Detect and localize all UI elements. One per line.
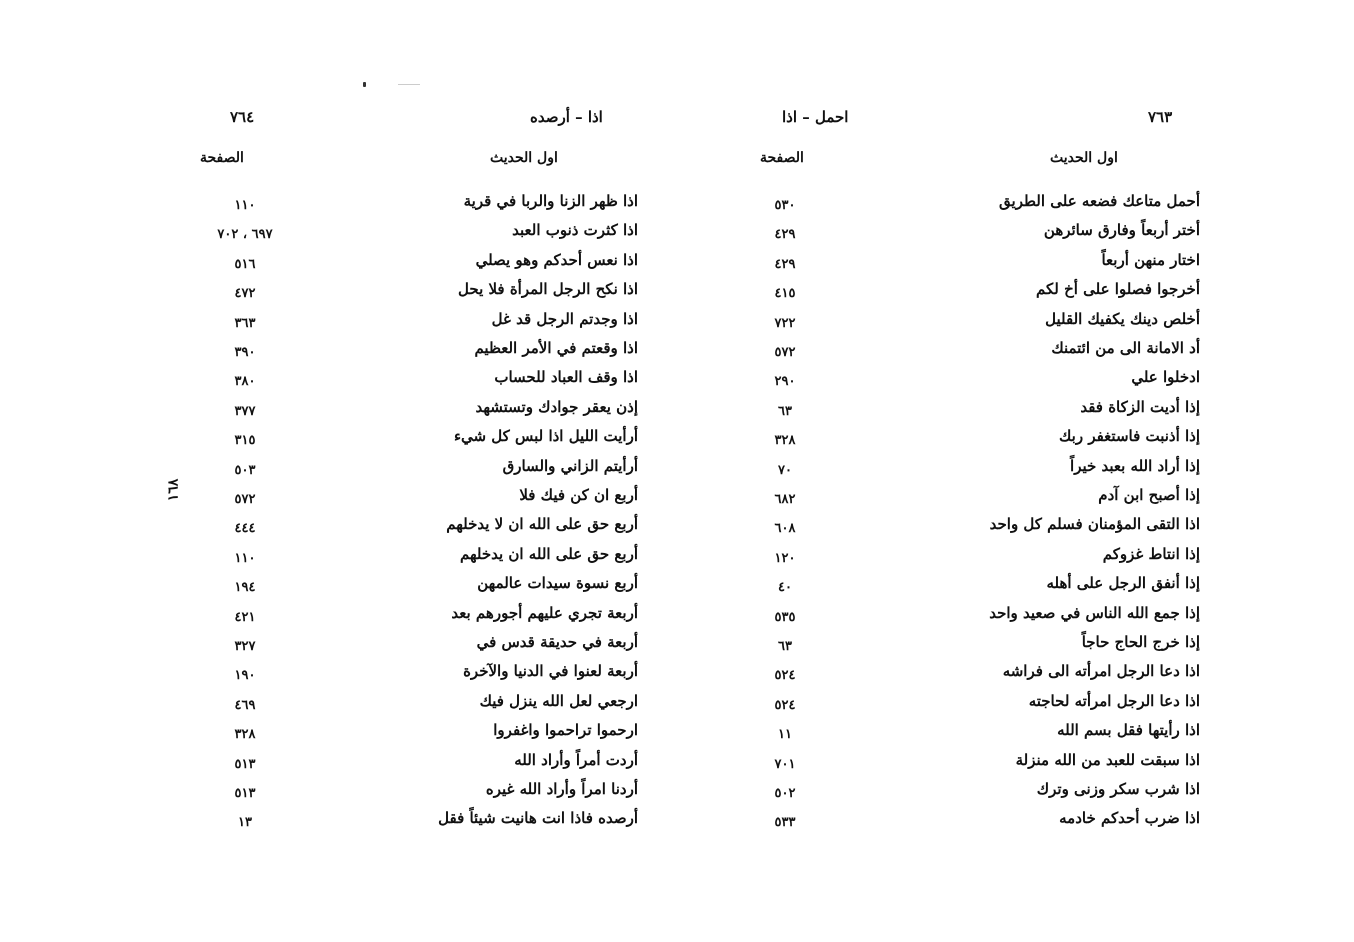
page-reference: ٤٤٤ (234, 521, 256, 537)
hadith-opening: أرأيتم الزاني والسارق (502, 456, 638, 475)
left-page (170, 0, 650, 942)
list-item (740, 251, 1210, 280)
list-item (170, 280, 650, 309)
hadith-opening: اذا رأيتها فقل بسم الله (1057, 721, 1200, 740)
page-reference: ٥٧٢ (234, 492, 256, 507)
list-item (740, 780, 1210, 809)
hadith-opening: أخلص دينك يكفيك القليل (1045, 309, 1200, 328)
hadith-opening: اذا التقى المؤمنان فسلم كل واحد (989, 515, 1200, 534)
list-item (740, 339, 1210, 368)
page-reference: ٥٧٢ (774, 345, 796, 360)
page-reference: ٥٢٤ (774, 668, 796, 684)
hadith-opening: ارجعي لعل الله ينزل فيك (479, 691, 638, 710)
page-reference: ٥١٣ (234, 756, 256, 772)
hadith-opening: أربعة في حديقة قدس في (476, 633, 638, 651)
page-reference: ٥٢٤ (774, 697, 796, 713)
list-item (740, 310, 1210, 339)
page-reference: ٧٠١ (774, 756, 796, 772)
list-item (740, 457, 1210, 486)
list-item (170, 368, 650, 397)
page-reference: ٣٧٧ (234, 403, 256, 419)
column-header-page: الصفحة (760, 150, 804, 166)
hadith-opening: اختار منهن أربعاً (1101, 250, 1200, 269)
page-reference: ١١ (778, 727, 792, 743)
list-item (170, 604, 650, 633)
hadith-opening: اذا وجدتم الرجل قد غل (491, 309, 638, 328)
page-reference: ٣٦٣ (234, 315, 256, 331)
hadith-opening: إذا انتاط غزوكم (1102, 544, 1200, 563)
page-reference: ١٩٠ (234, 668, 256, 684)
page-reference: ٥١٦ (234, 256, 256, 272)
page-reference: ٢٩٠ (774, 374, 796, 390)
page-reference: ٥٠٣ (234, 462, 256, 478)
list-item (740, 751, 1210, 780)
list-item (170, 692, 650, 721)
page-reference: ١١٠ (234, 198, 256, 213)
page-reference: ٦٨٢ (774, 492, 796, 507)
page-reference: ٧٢٢ (774, 315, 796, 331)
list-item (740, 604, 1210, 633)
page-reference: ١٣ (238, 815, 252, 831)
page-reference: ٦٩٧ ، ٧٠٢ (217, 227, 273, 243)
list-item (740, 398, 1210, 427)
column-header-page: الصفحة (200, 150, 244, 166)
hadith-opening: أرأيت الليل اذا لبس كل شيء (453, 427, 638, 446)
page-reference: ٥٣٥ (774, 609, 796, 625)
list-item (170, 545, 650, 574)
list-item (170, 721, 650, 750)
page-reference: ٤١٥ (774, 286, 796, 302)
running-title: احمل – اذا (782, 108, 849, 126)
page-reference: ٣٢٧ (234, 639, 256, 654)
hadith-opening: أربعة تجري عليهم أجورهم بعد (451, 603, 638, 622)
hadith-opening: اذا شرب سكر وزنى وترك (1036, 780, 1200, 798)
hadith-opening: أختر أربعاً وفارق سائرهن (1043, 221, 1200, 240)
hadith-opening: إذا أصبح ابن آدم (1098, 486, 1200, 504)
list-item (170, 486, 650, 515)
hadith-opening: اذا كثرت ذنوب العبد (512, 221, 638, 240)
page-reference: ٥٠٢ (774, 786, 796, 801)
hadith-opening: ادخلوا علي (1131, 368, 1200, 387)
hadith-opening: إذا أديت الزكاة فقد (1080, 397, 1200, 416)
page-reference: ١٢٠ (774, 550, 796, 566)
hadith-opening: إذن يعقر جوادك وتستشهد (475, 397, 638, 416)
hadith-opening: إذا جمع الله الناس في صعيد واحد (989, 603, 1200, 622)
hadith-opening: أخرجوا فصلوا على أخ لكم (1036, 280, 1200, 299)
page-reference: ٦٣ (778, 639, 792, 654)
page-reference: ٣٩٠ (234, 345, 256, 360)
page-reference: ١٩٤ (234, 580, 256, 596)
page-reference: ٥١٣ (234, 786, 256, 801)
hadith-opening: ارحموا تراحموا واغفروا (493, 721, 638, 740)
list-item (740, 515, 1210, 544)
list-item (170, 192, 650, 221)
list-item (170, 574, 650, 603)
hadith-opening: إذا خرج الحاج حاجاً (1081, 633, 1200, 651)
hadith-opening: اذا نعس أحدكم وهو يصلي (475, 250, 638, 269)
page-reference: ٣٢٨ (774, 433, 796, 449)
list-item (170, 339, 650, 368)
list-item (740, 721, 1210, 750)
list-item (740, 427, 1210, 456)
list-item (170, 457, 650, 486)
list-item (170, 751, 650, 780)
list-item (170, 515, 650, 544)
hadith-opening: اذا دعا الرجل امرأته لحاجته (1028, 691, 1200, 710)
hadith-opening: اذا وقعتم في الأمر العظيم (474, 339, 638, 357)
page-reference: ٤٧٢ (234, 286, 256, 302)
list-item (740, 486, 1210, 515)
page-reference: ٦٠٨ (774, 521, 796, 537)
page-reference: ٧٠ (778, 462, 792, 478)
page-reference: ٤٠ (778, 580, 792, 596)
page-reference: ٥٣٣ (774, 815, 796, 831)
page-number: ٧٦٤ (230, 108, 255, 126)
page-reference: ٦٣ (778, 403, 792, 419)
hadith-opening: إذا أنفق الرجل على أهله (1046, 574, 1200, 593)
page-reference: ١١٠ (234, 550, 256, 566)
list-item (740, 662, 1210, 691)
list-item (170, 662, 650, 691)
list-item (170, 310, 650, 339)
page-reference: ٣٢٨ (234, 727, 256, 743)
hadith-opening: اذا دعا الرجل امرأته الى فراشه (1002, 662, 1200, 681)
hadith-opening: أحمل متاعك فضعه على الطريق (999, 192, 1200, 210)
hadith-opening: اذا نكح الرجل المرأة فلا يحل (458, 280, 638, 299)
hadith-opening: أردت أمراً وأراد الله (514, 750, 638, 769)
list-item (170, 221, 650, 250)
list-item (740, 574, 1210, 603)
hadith-opening: أردنا امراً وأراد الله غيره (485, 780, 638, 798)
list-item (740, 692, 1210, 721)
hadith-opening: أربعة لعنوا في الدنيا والآخرة (463, 662, 638, 681)
list-item (740, 192, 1210, 221)
page-reference: ٥٣٠ (774, 198, 796, 213)
hadith-opening: أربع حق على الله ان لا يدخلهم (446, 515, 638, 534)
page-reference: ٣٨٠ (234, 374, 256, 390)
list-item (170, 251, 650, 280)
hadith-opening: اذا وقف العباد للحساب (494, 368, 638, 387)
hadith-opening: أرصده فاذا انت هانيت شيئاً فقل (438, 809, 638, 828)
list-item (740, 368, 1210, 397)
list-item (740, 280, 1210, 309)
page-reference: ٤٢١ (234, 609, 256, 625)
hadith-opening: إذا أذنبت فاستغفر ربك (1059, 427, 1200, 446)
page-reference: ٤٢٩ (774, 227, 796, 243)
hadith-opening: أربع ان كن فيك فلا (519, 486, 638, 504)
running-title: اذا – أرصده (530, 108, 603, 126)
page-reference: ٤٦٩ (234, 697, 256, 713)
page-reference: ٤٢٩ (774, 256, 796, 272)
hadith-opening: أربع حق على الله ان يدخلهم (460, 544, 638, 563)
column-header-text: اول الحديث (490, 150, 558, 166)
hadith-opening: اذا ضرب أحدكم خادمه (1059, 809, 1200, 828)
hadith-opening: اذا ظهر الزنا والربا في قرية (463, 192, 638, 210)
right-page (740, 0, 1210, 942)
list-item (170, 780, 650, 809)
page-reference: ٣١٥ (234, 433, 256, 449)
hadith-opening: إذا أراد الله بعبد خيراً (1070, 456, 1200, 475)
margin-number: ١٦٨ (165, 478, 182, 502)
hadith-opening: أربع نسوة سيدات عالمهن (477, 574, 638, 593)
hadith-opening: اذا سبقت للعبد من الله منزلة (1015, 750, 1200, 769)
hadith-opening: أد الامانة الى من ائتمنك (1051, 339, 1200, 357)
list-item (170, 398, 650, 427)
list-item (170, 427, 650, 456)
list-item (740, 809, 1210, 838)
list-item (740, 545, 1210, 574)
list-item (740, 633, 1210, 662)
list-item (170, 809, 650, 838)
list-item (740, 221, 1210, 250)
page-number: ٧٦٣ (1148, 108, 1173, 126)
list-item (170, 633, 650, 662)
column-header-text: اول الحديث (1050, 150, 1118, 166)
